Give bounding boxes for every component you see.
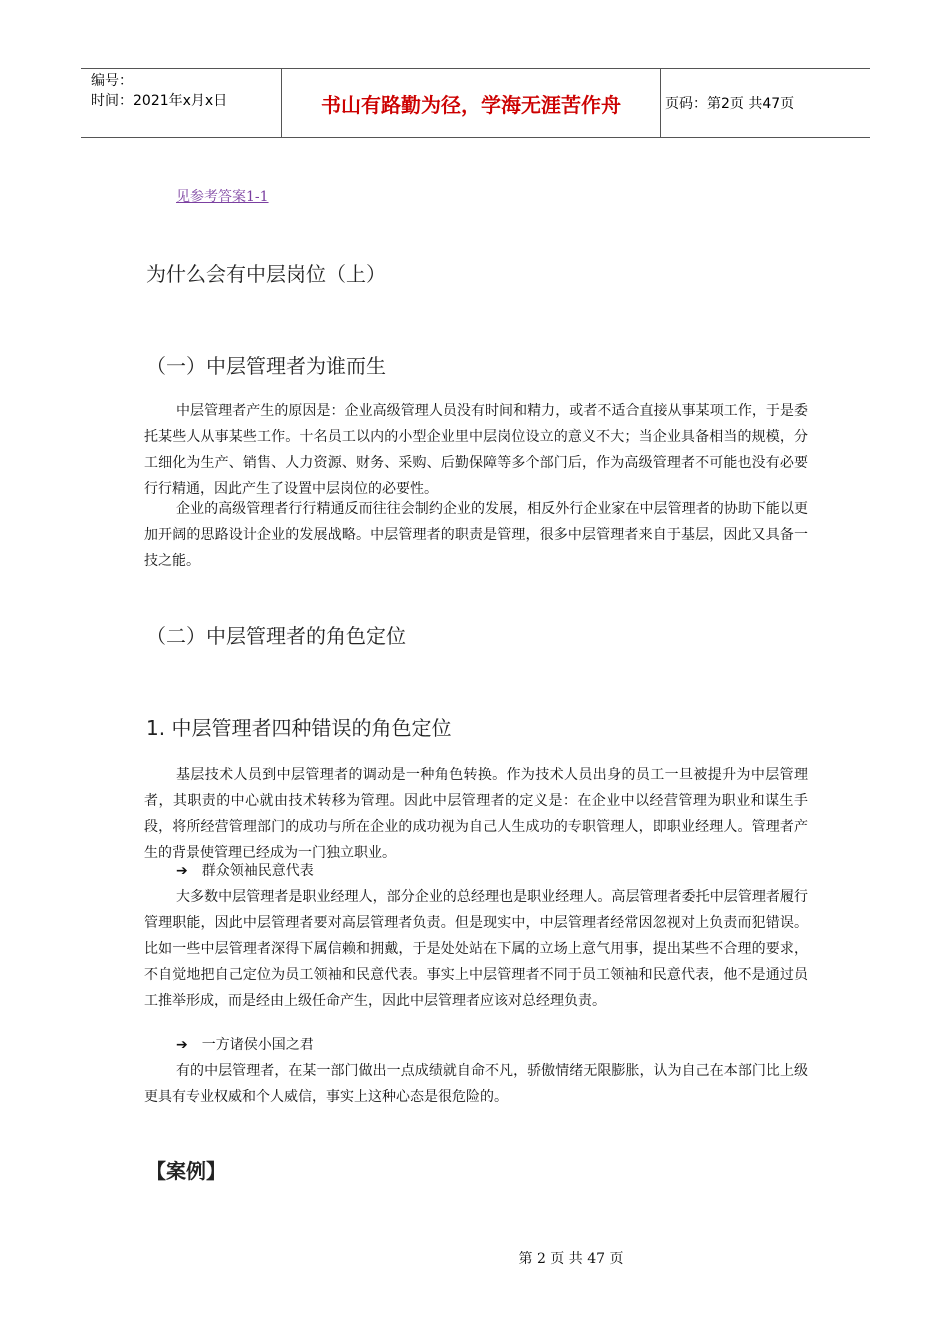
subsection-heading-1: 1. 中层管理者四种错误的角色定位 — [146, 716, 452, 740]
paragraph: 有的中层管理者，在某一部门做出一点成绩就自命不凡，骄傲情绪无限膨胀，认为自己在本部门比上级更具有专业权威和个人威信，事实上这种心态是很危险的。 — [144, 1063, 808, 1105]
header-page-info: 页码：第2页 共47页 — [665, 96, 795, 112]
document-number-label: 编号： — [91, 73, 133, 89]
page-header — [81, 68, 870, 138]
case-heading: 【案例】 — [146, 1159, 226, 1183]
paragraph: 企业的高级管理者行行精通反而往往会制约企业的发展，相反外行企业家在中层管理者的协助下能以更加开阔的思路设计企业的发展战略。中层管理者的职责是管理，很多中层管理者来自于基层，因此又具备一技之能。 — [144, 501, 808, 569]
arrow-right-icon: ➔ — [176, 863, 188, 879]
bullet-item — [176, 1034, 314, 1054]
page-footer: 第 2 页 共 47 页 — [518, 1251, 624, 1267]
bullet-item — [176, 860, 314, 880]
bullet-label: 一方诸侯小国之君 — [201, 1037, 314, 1053]
arrow-right-icon: ➔ — [176, 1037, 188, 1053]
page-title: 为什么会有中层岗位（上） — [146, 262, 386, 286]
paragraph: 中层管理者产生的原因是：企业高级管理人员没有时间和精力，或者不适合直接从事某项工作，于是委托某些人从事某些工作。十名员工以内的小型企业里中层岗位设立的意义不大；当企业具备相当的规模，分工细化为生产、销售、人力资源、财务、采购、后勤保障等多个部门后，作为高级管理者不可能也没有必要行行精通，因此产生了设置中层岗位的必要性。 — [144, 403, 808, 497]
paragraph: 大多数中层管理者是职业经理人，部分企业的总经理也是职业经理人。高层管理者委托中层管理者履行管理职能，因此中层管理者要对高层管理者负责。但是现实中，中层管理者经常因忽视对上负责而犯错误。比如一些中层管理者深得下属信赖和拥戴，于是处处站在下属的立场上意气用事，提出某些不合理的要求，不自觉地把自己定位为员工领袖和民意代表。事实上中层管理者不同于员工领袖和民意代表，他不是通过员工推举形成，而是经由上级任命产生，因此中层管理者应该对总经理负责。 — [144, 889, 808, 1009]
header-motto: 书山有路勤为径，学海无涯苦作舟 — [281, 69, 661, 137]
header-meta — [81, 69, 281, 137]
document-date: 时间：2021年x月x日 — [91, 93, 228, 109]
reference-answer-link[interactable]: 见参考答案1-1 — [176, 189, 269, 205]
paragraph: 基层技术人员到中层管理者的调动是一种角色转换。作为技术人员出身的员工一旦被提升为中层管理者，其职责的中心就由技术转移为管理。因此中层管理者的定义是：在企业中以经营管理为职业和谋生手段，将所经营管理部门的成功与所在企业的成功视为自己人生成功的专职管理人，即职业经理人。管理者产生的背景使管理已经成为一门独立职业。 — [144, 767, 808, 861]
bullet-label: 群众领袖民意代表 — [201, 863, 314, 879]
section-heading-1: （一）中层管理者为谁而生 — [146, 354, 386, 378]
section-heading-2: （二）中层管理者的角色定位 — [146, 624, 406, 648]
